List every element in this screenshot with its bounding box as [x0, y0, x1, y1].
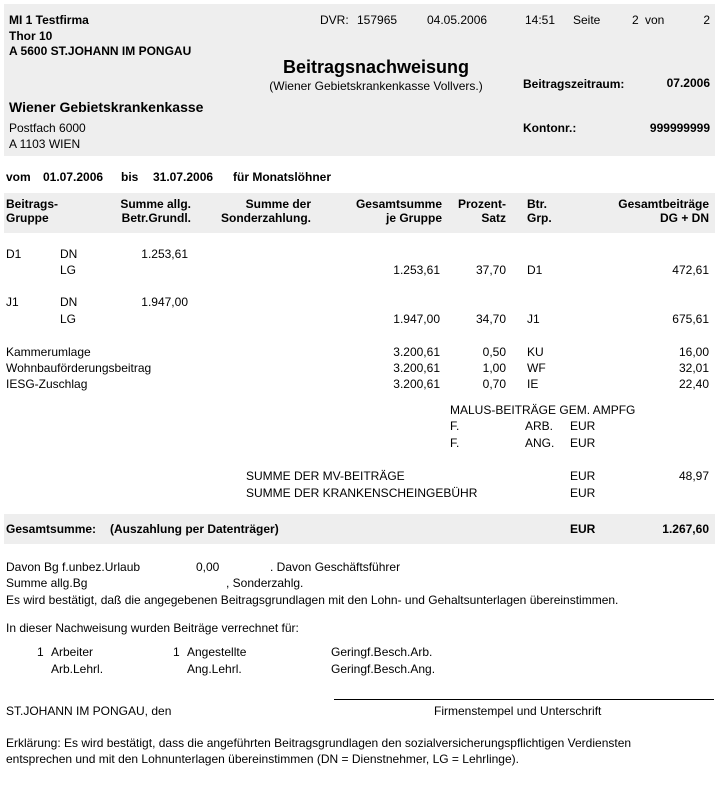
page-label: Seite — [573, 13, 601, 27]
count-workers-label: Arbeiter — [51, 645, 94, 659]
insurer-street: Postfach 6000 — [9, 121, 86, 135]
dvr-value: 157965 — [357, 13, 398, 27]
sum-amount: 48,97 — [678, 469, 709, 483]
count-workers: 1 — [37, 645, 44, 659]
group-dn-base: 1.253,61 — [141, 247, 188, 261]
print-date: 04.05.2006 — [427, 13, 488, 27]
group-total: 1.253,61 — [393, 263, 440, 277]
group-lg: LG — [60, 263, 77, 277]
company-street: Thor 10 — [9, 29, 53, 43]
document-subtitle: (Wiener Gebietskrankenkasse Vollvers.) — [269, 79, 483, 93]
count-marginal-employees: Geringf.Besch.Ang. — [331, 662, 436, 676]
levy-label: IESG-Zuschlag — [6, 377, 88, 391]
period-value: 07.2006 — [666, 76, 710, 90]
page-total: 2 — [703, 13, 710, 27]
malus-currency: EUR — [570, 436, 596, 450]
group-lg: LG — [60, 312, 77, 326]
grand-total-currency: EUR — [570, 522, 596, 536]
period-label: Beitragszeitraum: — [523, 77, 625, 91]
account-value: 999999999 — [649, 121, 710, 135]
account-label: Kontonr.: — [523, 121, 577, 135]
signature-caption: Firmenstempel und Unterschrift — [434, 704, 602, 718]
malus-type: ANG. — [525, 436, 555, 450]
malus-type: ARB. — [525, 419, 554, 433]
col-header-percent: Prozent- Satz — [458, 197, 506, 225]
range-to: 31.07.2006 — [153, 170, 214, 184]
group-dn: DN — [60, 295, 78, 309]
levy-label: Kammerumlage — [6, 345, 91, 359]
page-of: von — [645, 13, 665, 27]
count-worker-apprentices: Arb.Lehrl. — [51, 662, 104, 676]
group-percent: 37,70 — [475, 263, 506, 277]
group-dn-base: 1.947,00 — [141, 295, 188, 309]
col-header-base: Summe allg. Betr.Grundl. — [120, 197, 191, 225]
malus-f: F. — [450, 419, 460, 433]
levy-percent: 0,50 — [482, 345, 506, 359]
note-special-payment: , Sonderzahlg. — [226, 576, 304, 590]
range-from-label: vom — [6, 170, 31, 184]
count-employees: 1 — [173, 645, 180, 659]
group-dn: DN — [60, 247, 78, 261]
col-header-special: Summe der Sonderzahlung. — [221, 197, 311, 225]
sum-label: SUMME DER MV-BEITRÄGE — [246, 469, 405, 483]
levy-total: 3.200,61 — [393, 345, 440, 359]
sum-currency: EUR — [570, 469, 596, 483]
malus-f: F. — [450, 436, 460, 450]
levy-amount: 22,40 — [678, 377, 709, 391]
note-vacation-label: Davon Bg f.unbez.Urlaub — [6, 560, 141, 574]
levy-total: 3.200,61 — [393, 361, 440, 375]
declaration-line-2: entsprechen und mit den Lohnunterlagen übereinstimmen (DN = Dienstnehmer, LG = Lehrlinge). — [6, 752, 519, 766]
grand-total-note: (Auszahlung per Datenträger) — [110, 522, 279, 536]
note-managing-director: . Davon Geschäftsführer — [270, 560, 401, 574]
signature-line — [334, 699, 714, 700]
note-base-sum: Summe allg.Bg — [6, 576, 88, 590]
group-grp: J1 — [527, 312, 540, 326]
note-confirmation: Es wird bestätigt, daß die angegebenen Beitragsgrundlagen mit den Lohn- und Gehaltsunterlagen übereinstimmen. — [6, 593, 619, 607]
levy-percent: 1,00 — [482, 361, 506, 375]
levy-grp: IE — [527, 377, 539, 391]
col-header-group: Beitrags- Gruppe — [6, 197, 59, 225]
levy-amount: 16,00 — [678, 345, 709, 359]
count-employee-apprentices: Ang.Lehrl. — [187, 662, 242, 676]
group-code: J1 — [6, 295, 19, 309]
col-header-total: Gesamtsumme je Gruppe — [355, 197, 442, 225]
count-marginal-workers: Geringf.Besch.Arb. — [331, 645, 433, 659]
levy-total: 3.200,61 — [393, 377, 440, 391]
group-amount: 472,61 — [672, 263, 709, 277]
page-current: 2 — [632, 13, 639, 27]
company-name: MI 1 Testfirma — [9, 13, 89, 27]
levy-grp: WF — [527, 361, 546, 375]
note-included: In dieser Nachweisung wurden Beiträge verrechnet für: — [6, 621, 299, 635]
company-city: A 5600 ST.JOHANN IM PONGAU — [9, 44, 192, 58]
levy-percent: 0,70 — [482, 377, 506, 391]
group-grp: D1 — [527, 263, 543, 277]
print-time: 14:51 — [525, 13, 556, 27]
levy-label: Wohnbauförderungsbeitrag — [6, 361, 152, 375]
range-group: für Monatslöhner — [233, 170, 331, 184]
document-title: Beitragsnachweisung — [282, 57, 470, 77]
dvr-label: DVR: — [320, 13, 349, 27]
sum-currency: EUR — [570, 486, 596, 500]
malus-currency: EUR — [570, 419, 596, 433]
levy-amount: 32,01 — [678, 361, 709, 375]
sum-label: SUMME DER KRANKENSCHEINGEBÜHR — [246, 486, 478, 500]
malus-title: MALUS-BEITRÄGE GEM. AMPFG — [450, 403, 636, 417]
range-from: 01.07.2006 — [43, 170, 104, 184]
group-amount: 675,61 — [672, 312, 709, 326]
grand-total-label: Gesamtsumme: — [6, 522, 97, 536]
grand-total-amount: 1.267,60 — [662, 522, 709, 536]
group-code: D1 — [6, 247, 22, 261]
col-header-grp: Btr. Grp. — [527, 197, 552, 225]
insurer-city: A 1103 WIEN — [9, 137, 81, 151]
count-employees-label: Angestellte — [187, 645, 247, 659]
insurer-name: Wiener Gebietskrankenkasse — [9, 99, 204, 115]
note-vacation-value: 0,00 — [196, 560, 220, 574]
group-percent: 34,70 — [475, 312, 506, 326]
col-header-contrib: Gesamtbeiträge DG + DN — [618, 197, 709, 225]
range-to-label: bis — [121, 170, 139, 184]
levy-grp: KU — [527, 345, 544, 359]
declaration-line-1: Erklärung: Es wird bestätigt, dass die angeführten Beitragsgrundlagen den sozialversicherungspflichtigen Verdiensten — [6, 736, 632, 750]
footer-place: ST.JOHANN IM PONGAU, den — [6, 704, 172, 718]
group-total: 1.947,00 — [393, 312, 440, 326]
